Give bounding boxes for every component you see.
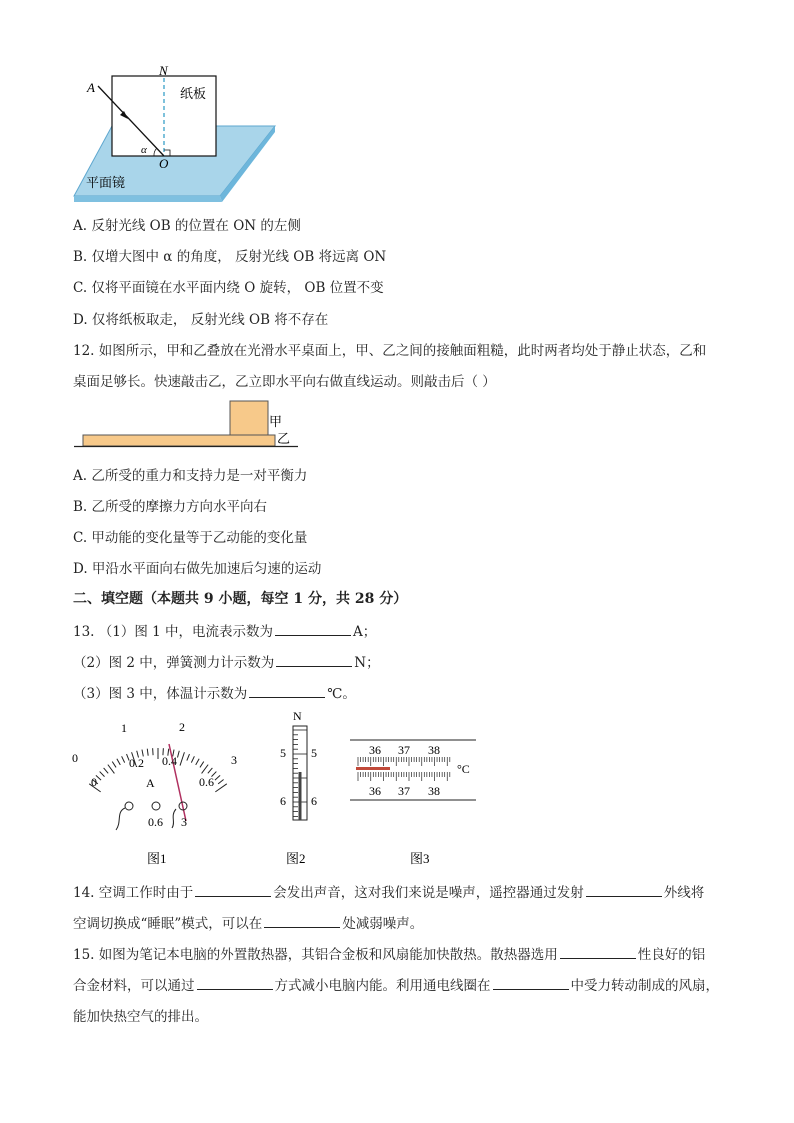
thermo-unit: °C <box>457 762 470 776</box>
q13-line3 <box>73 682 356 702</box>
q14-line1-text: 14. 空调工作时由于 <box>73 885 194 901</box>
q15-line2-mid: 方式减小电脑内能。利用通电线圈在 <box>274 978 491 994</box>
stacked-blocks-figure <box>74 398 304 452</box>
ammeter-tick <box>147 749 148 756</box>
inner-0-4: 0.4 <box>162 754 177 768</box>
scale-top-unit: N <box>293 709 302 723</box>
mercury-column <box>356 767 390 770</box>
ammeter-tick <box>177 751 179 758</box>
answer-blank[interactable] <box>276 654 352 667</box>
ammeter-tick <box>215 784 226 792</box>
ammeter-tick <box>202 765 209 774</box>
answer-blank[interactable] <box>195 884 271 897</box>
q12-option-c: C. 甲动能的变化量等于乙动能的变化量 <box>73 530 308 546</box>
outer-0: 0 <box>72 751 78 765</box>
answer-blank[interactable] <box>586 884 662 897</box>
answer-blank[interactable] <box>560 946 636 959</box>
q11-option-d: D. 仅将纸板取走， 反射光线 OB 将不存在 <box>73 312 329 328</box>
scale-right-6: 6 <box>311 794 317 808</box>
block-jia <box>230 401 268 435</box>
label-N: N <box>159 63 168 78</box>
q13-line3-unit: ℃。 <box>327 686 356 702</box>
figure-1-caption: 图1 <box>147 851 167 866</box>
wire-left <box>116 808 125 830</box>
q13-line2-text: （2）图 2 中，弹簧测力计示数为 <box>73 655 275 671</box>
q13-line1-unit: A； <box>353 624 377 640</box>
label-jia: 甲 <box>269 414 283 429</box>
q13-line3-text: （3）图 3 中，体温计示数为 <box>73 686 248 702</box>
q14-line1-mid: 会发出声音，这对我们来说是噪声，遥控器通过发射 <box>273 885 584 901</box>
thermo-top-36: 36 <box>369 743 381 757</box>
label-O: O <box>159 156 169 171</box>
q15-line3: 能加快热空气的排出。 <box>73 1009 208 1025</box>
block-yi <box>83 435 275 446</box>
q14-line2-end: 处减弱噪声。 <box>342 916 424 932</box>
ammeter-tick <box>112 762 116 768</box>
scale-left-5: 5 <box>280 746 286 760</box>
q14-line2 <box>73 912 423 932</box>
q11-option-b: B. 仅增大图中 α 的角度， 反射光线 OB 将远离 ON <box>73 249 387 265</box>
figure-3-caption: 图3 <box>410 851 430 866</box>
inner-0-6: 0.6 <box>199 775 214 789</box>
q14-line1 <box>73 881 704 901</box>
wire-right <box>172 809 176 828</box>
ammeter-tick <box>218 780 223 784</box>
answer-blank[interactable] <box>493 977 569 990</box>
q15-line2-end: 中受力转动制成的风扇， <box>570 978 719 994</box>
q15-line1 <box>73 943 705 963</box>
ammeter-tick <box>187 754 190 760</box>
q11-option-a: A. 反射光线 OB 的位置在 ON 的左侧 <box>73 218 301 234</box>
label-A: A <box>87 80 95 95</box>
ammeter-tick <box>180 752 184 765</box>
scale-pointer <box>299 772 302 820</box>
q11-option-c: C. 仅将平面镜在水平面内绕 O 旋转， OB 位置不变 <box>73 280 384 296</box>
figure-2-caption: 图2 <box>286 851 306 866</box>
ammeter-tick <box>100 772 105 777</box>
ammeter-tick <box>104 768 109 773</box>
thermo-bottom-38: 38 <box>428 784 440 798</box>
answer-blank[interactable] <box>197 977 273 990</box>
label-yi: 乙 <box>277 431 291 446</box>
label-paper: 纸板 <box>180 86 207 101</box>
outer-1: 1 <box>121 721 127 735</box>
ammeter-tick <box>191 756 194 762</box>
ammeter-tick <box>215 775 220 780</box>
spring-scale-figure <box>268 706 338 870</box>
q15-line1-end: 性良好的铝 <box>637 947 706 963</box>
section-heading: 二、填空题（本题共 9 小题，每空 1 分，共 28 分） <box>73 591 408 607</box>
q13-line1-text: 13. （1）图 1 中，电流表示数为 <box>73 624 274 640</box>
terminal-0-6 <box>152 802 160 810</box>
plane-mirror-front <box>74 196 222 202</box>
thermometer-figure <box>348 732 484 870</box>
ammeter-tick <box>117 759 120 765</box>
answer-blank[interactable] <box>249 685 325 698</box>
q13-line2 <box>73 651 380 671</box>
q12-stem-line2: 桌面足够长。快速敲击乙，乙立即水平向右做直线运动。则敲击后（ ） <box>73 374 496 390</box>
answer-blank[interactable] <box>264 915 340 928</box>
q12-option-b: B. 乙所受的摩擦力方向水平向右 <box>73 499 268 515</box>
outer-2: 2 <box>179 720 185 734</box>
outer-3: 3 <box>231 753 237 767</box>
ammeter-tick <box>108 765 115 774</box>
q13-line1 <box>73 620 376 640</box>
label-mirror: 平面镜 <box>86 175 126 190</box>
inner-0-2: 0.2 <box>129 756 144 770</box>
thermo-bottom-36: 36 <box>369 784 381 798</box>
terminal-label-3: 3 <box>181 815 187 829</box>
q12-option-a: A. 乙所受的重力和支持力是一对平衡力 <box>73 468 308 484</box>
thermo-top-38: 38 <box>428 743 440 757</box>
q12-stem-line1: 12. 如图所示，甲和乙叠放在光滑水平桌面上，甲、乙之间的接触面粗糙，此时两者均处于静止状态，乙和 <box>73 343 707 359</box>
q14-line1-end: 外线将 <box>663 885 705 901</box>
answer-blank[interactable] <box>275 623 351 636</box>
ammeter-tick <box>200 762 204 768</box>
thermo-bottom-37: 37 <box>398 784 410 798</box>
scale-left-6: 6 <box>280 794 286 808</box>
q15-line1-text: 15. 如图为笔记本电脑的外置散热器，其铝合金板和风扇能加快散热。散热器选用 <box>73 947 558 963</box>
ammeter-figure <box>66 712 256 870</box>
inner-0: 0 <box>91 775 97 789</box>
q15-line2-text: 合金材料，可以通过 <box>73 978 195 994</box>
terminal-minus <box>125 802 133 810</box>
ammeter-tick <box>208 768 213 773</box>
thermo-top-37: 37 <box>398 743 410 757</box>
ammeter-unit: A <box>146 776 155 790</box>
q13-line2-unit: N； <box>354 655 380 671</box>
ammeter-tick <box>196 759 199 765</box>
q14-line2-text: 空调切换成“睡眠”模式，可以在 <box>73 916 263 932</box>
label-alpha: α <box>141 144 147 156</box>
q15-line2 <box>73 974 719 994</box>
ammeter-tick <box>122 756 125 762</box>
terminal-label-0-6: 0.6 <box>148 815 163 829</box>
scale-right-5: 5 <box>311 746 317 760</box>
q12-option-d: D. 甲沿水平面向右做先加速后匀速的运动 <box>73 561 322 577</box>
mirror-reflection-figure <box>70 62 280 202</box>
